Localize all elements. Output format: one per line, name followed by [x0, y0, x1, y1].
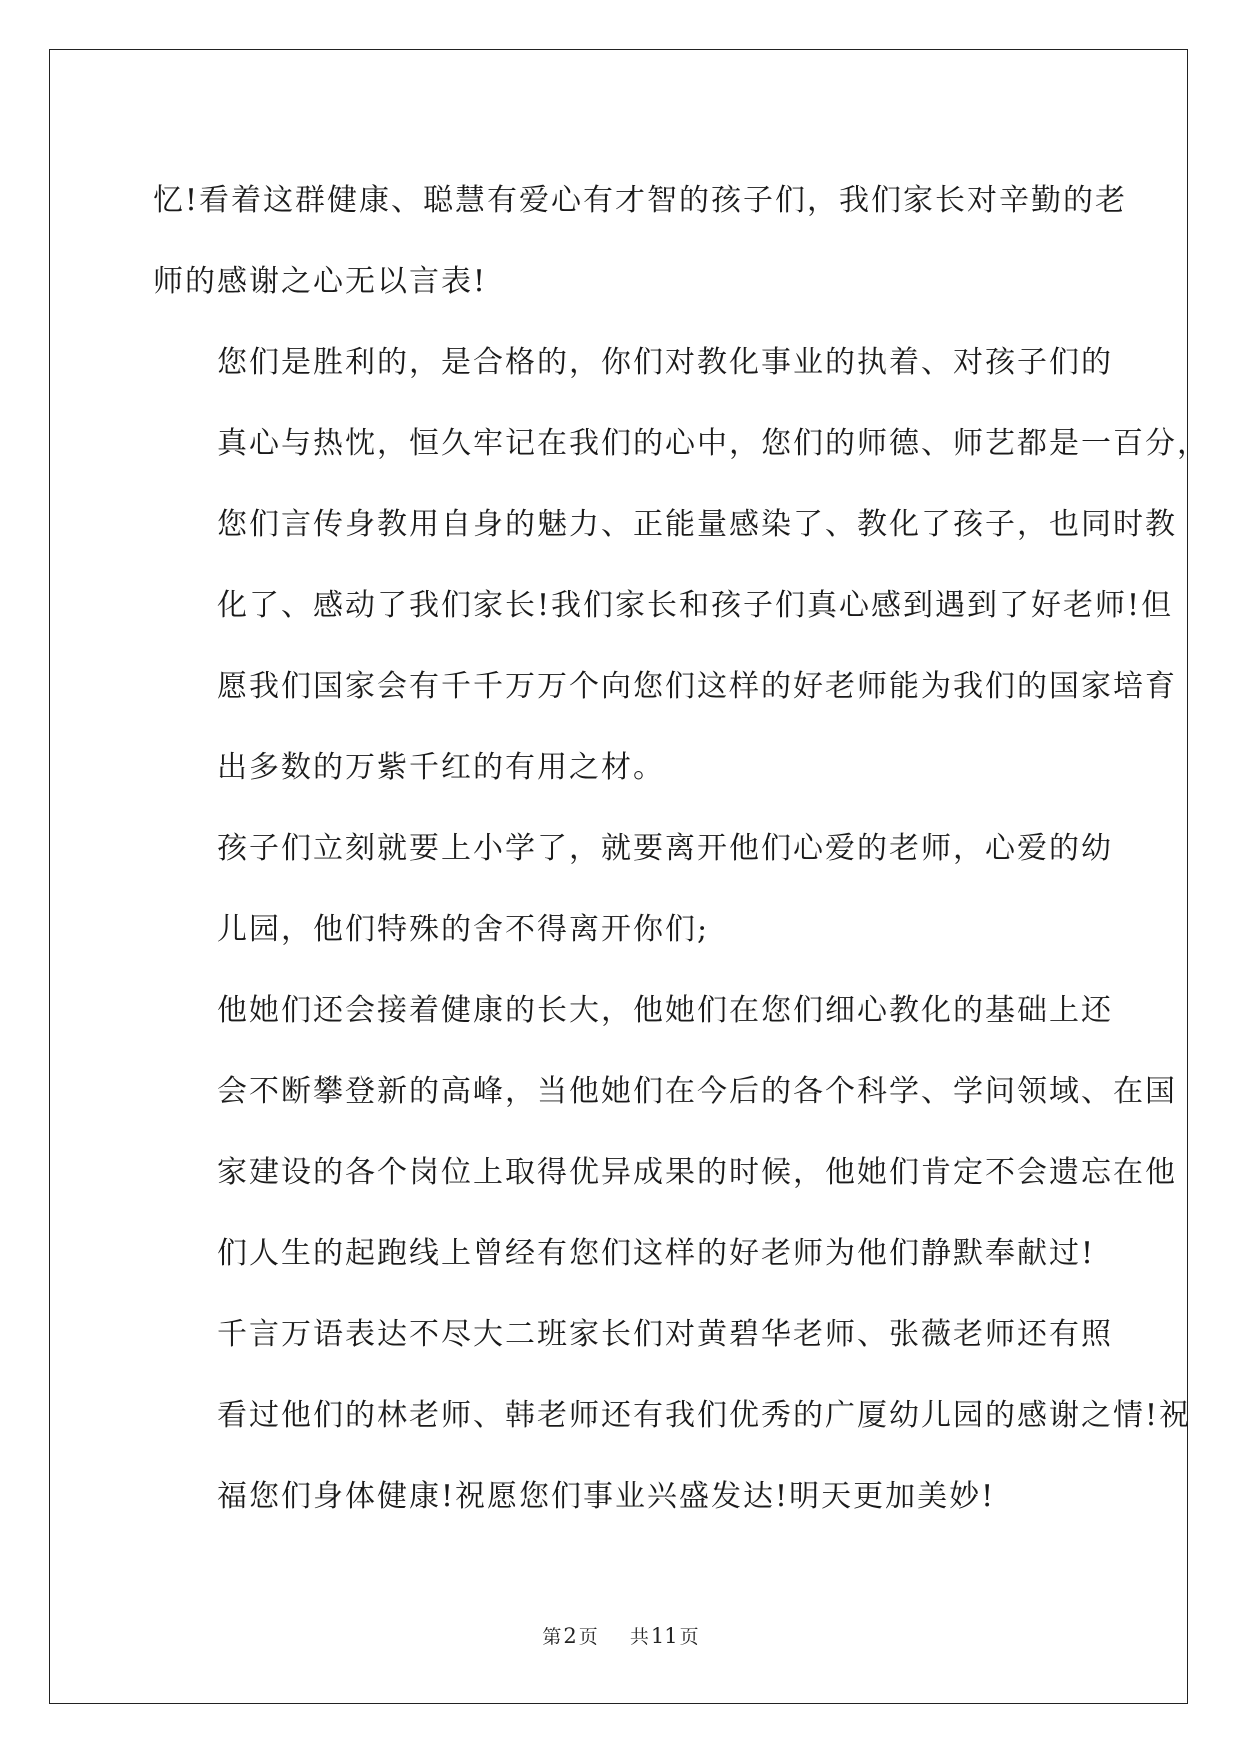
text-line: 愿我们国家会有千千万万个向您们这样的好老师能为我们的国家培育 — [217, 669, 1177, 704]
text-line: 出多数的万紫千红的有用之材。 — [217, 750, 665, 785]
page-indicator — [540, 1626, 599, 1648]
text-line: 忆!看着这群健康、聪慧有爱心有才智的孩子们，我们家长对辛勤的老 — [153, 183, 1128, 218]
page-number: 2 — [563, 1624, 577, 1648]
text-line: 师的感谢之心无以言表! — [153, 264, 488, 299]
paragraph-1 — [153, 160, 1128, 322]
text-line: 看过他们的林老师、韩老师还有我们优秀的广厦幼儿园的感谢之情!祝 — [217, 1398, 1192, 1433]
total-prefix: 共 — [629, 1626, 649, 1648]
text-line: 儿园，他们特殊的舍不得离开你们; — [217, 912, 710, 947]
page-prefix: 第 — [542, 1626, 562, 1648]
total-suffix: 页 — [679, 1626, 699, 1648]
text-line: 化了、感动了我们家长!我们家长和孩子们真心感到遇到了好老师!但 — [217, 588, 1174, 623]
document-body — [153, 160, 1209, 1537]
text-line: 福您们身体健康!祝愿您们事业兴盛发达!明天更加美妙! — [217, 1479, 996, 1514]
text-line: 家建设的各个岗位上取得优异成果的时候，他她们肯定不会遗忘在他 — [217, 1155, 1177, 1190]
text-line: 您们是胜利的，是合格的，你们对教化事业的执着、对孩子们的 — [217, 345, 1113, 380]
text-line: 真心与热忱，恒久牢记在我们的心中，您们的师德、师艺都是一百分， — [217, 426, 1209, 461]
paragraph-4 — [153, 970, 1177, 1294]
text-line: 们人生的起跑线上曾经有您们这样的好老师为他们静默奉献过! — [217, 1236, 1096, 1271]
paragraph-5 — [153, 1294, 1192, 1537]
text-line: 他她们还会接着健康的长大，他她们在您们细心教化的基础上还 — [217, 993, 1113, 1028]
paragraph-2 — [153, 322, 1209, 808]
total-pages-indicator — [628, 1626, 701, 1648]
text-line: 您们言传身教用自身的魅力、正能量感染了、教化了孩子，也同时教 — [217, 507, 1177, 542]
text-line: 会不断攀登新的高峰，当他她们在今后的各个科学、学问领域、在国 — [217, 1074, 1177, 1109]
paragraph-3 — [153, 808, 1113, 970]
text-line: 千言万语表达不尽大二班家长们对黄碧华老师、张薇老师还有照 — [217, 1317, 1113, 1352]
text-line: 孩子们立刻就要上小学了，就要离开他们心爱的老师，心爱的幼 — [217, 831, 1113, 866]
page-suffix: 页 — [578, 1626, 598, 1648]
total-pages: 11 — [650, 1624, 678, 1648]
page-footer — [0, 1622, 1241, 1649]
